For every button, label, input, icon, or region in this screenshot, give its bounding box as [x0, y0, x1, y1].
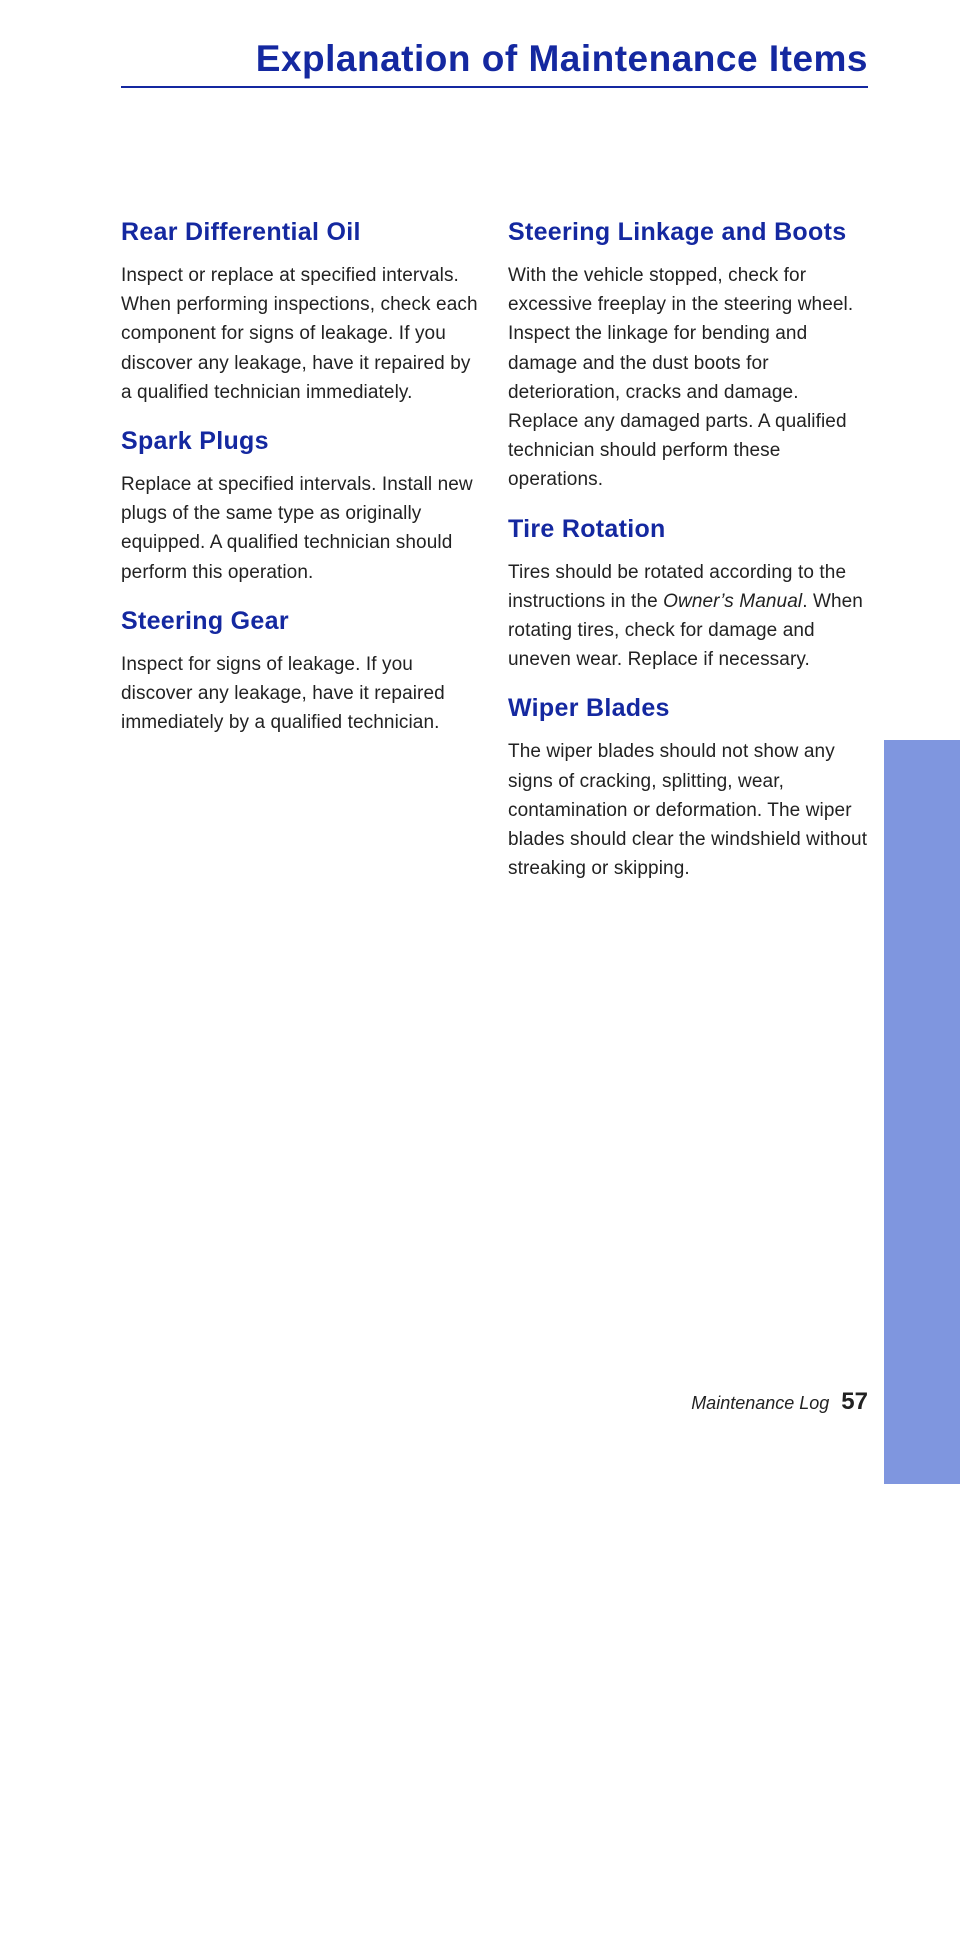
section-body: The wiper blades should not show any signs of cracking, splitting, wear, contamination or deformation. The wiper blades should clear the windshield without streaking or skipping.	[508, 741, 868, 880]
section-heading: Rear Differential Oil	[121, 218, 361, 246]
section-steering-linkage-and-boots	[508, 214, 870, 495]
section-heading: Tire Rotation	[508, 514, 666, 543]
section-body: With the vehicle stopped, check for excessive freeplay in the steering wheel. Inspect the linkage for bending and damage and the dust boots for deterioration, cracks and damage. Replace any damaged parts. A qualified technician should perform these operations.	[508, 265, 854, 491]
section-rear-differential-oil	[121, 214, 483, 407]
section-heading: Wiper Blades	[508, 694, 670, 723]
page-title: Explanation of Maintenance Items	[255, 38, 868, 79]
section-tire-rotation	[508, 511, 870, 675]
page-number: 57	[841, 1388, 868, 1415]
owners-manual-reference: Owner’s Manual	[663, 590, 803, 612]
body-text-start: Tires should be rotated according to the instructions in the	[508, 561, 847, 612]
section-body: Replace at specified intervals. Install new plugs of the same type as originally equipped. A qualified technician should perform this operation.	[121, 474, 473, 583]
section-wiper-blades	[508, 690, 870, 883]
section-spark-plugs	[121, 423, 483, 587]
section-heading: Steering Linkage and Boots	[508, 218, 847, 246]
section-body	[508, 558, 870, 675]
left-column	[121, 214, 483, 753]
maintenance-side-tab	[884, 740, 960, 1933]
section-heading: Spark Plugs	[121, 427, 269, 456]
footer-section-label: Maintenance Log	[691, 1393, 830, 1413]
side-tab-label: MAINTENANCE	[911, 1750, 934, 1933]
body-text-end: . When rotating tires, check for damage and uneven wear. Replace if necessary.	[508, 590, 863, 671]
title-divider	[121, 86, 868, 88]
right-column	[508, 214, 870, 899]
page-footer	[691, 1388, 868, 1416]
section-body: Inspect for signs of leakage. If you discover any leakage, have it repaired immediately by a qualified technician.	[121, 653, 445, 734]
section-heading: Steering Gear	[121, 606, 289, 635]
section-body: Inspect or replace at specified intervals. When performing inspections, check each component for signs of leakage. If you discover any leakage, have it repaired by a qualified technician immediately.	[121, 265, 478, 403]
section-steering-gear	[121, 603, 483, 738]
